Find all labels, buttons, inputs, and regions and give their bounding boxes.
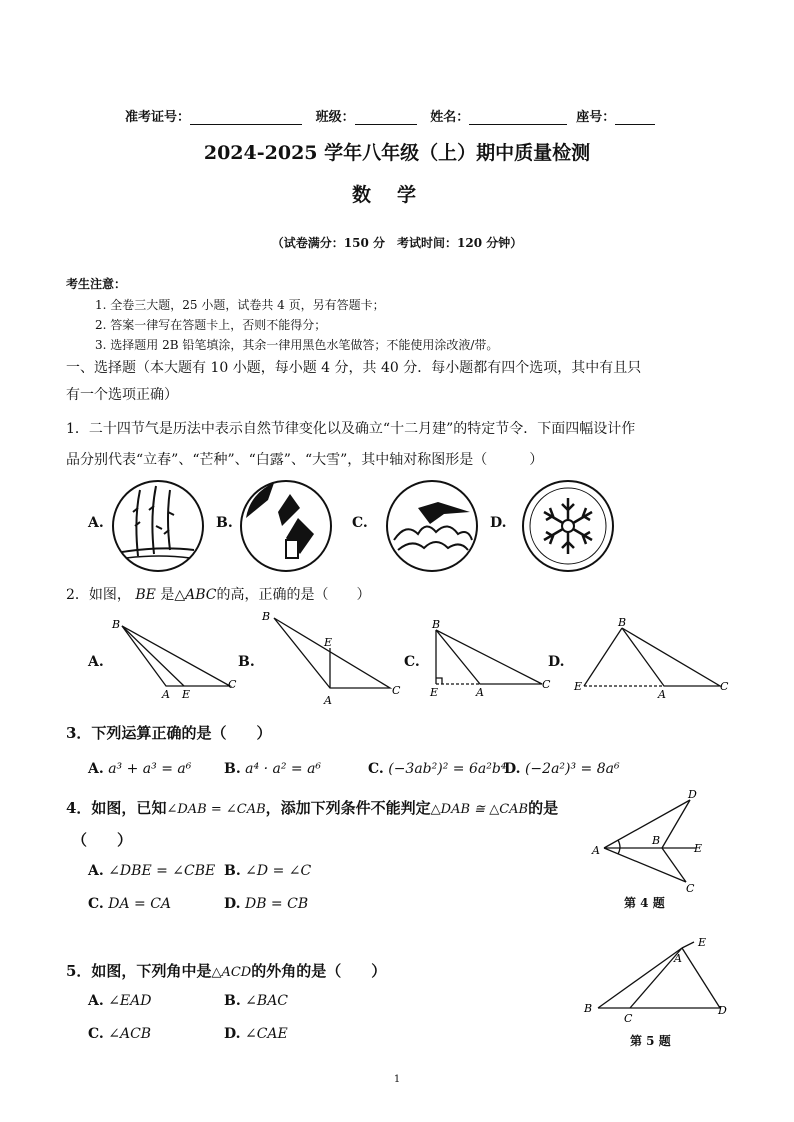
q2a-label-e: E <box>182 688 191 700</box>
q3-option-d-expr: (−2a²)³ = 8a⁶ <box>524 761 620 777</box>
q4-option-d[interactable] <box>224 896 308 912</box>
class-label: 班级： <box>315 110 355 125</box>
subject-title: 数学 <box>351 184 442 206</box>
q5-option-d[interactable] <box>224 1026 288 1042</box>
q2-option-d-label[interactable]: D. <box>548 654 565 670</box>
q3-option-a[interactable] <box>88 761 191 777</box>
q4-congruence: △DAB ≅ △CAB <box>430 802 529 817</box>
q4-label-c: C <box>686 882 695 894</box>
q3-option-a-expr: a³ + a³ = a⁶ <box>108 761 192 777</box>
q3-option-b-label: B. <box>224 761 241 777</box>
q5-option-c[interactable] <box>88 1026 151 1042</box>
q5-option-c-expr: ∠ACB <box>108 1026 152 1042</box>
q3-option-b[interactable] <box>224 761 321 777</box>
q2-option-a-label[interactable]: A. <box>88 654 104 670</box>
q2-option-b-label[interactable]: B. <box>238 654 255 670</box>
q5-label-a: A <box>674 952 682 965</box>
q2-figure-a <box>108 614 244 700</box>
class-blank[interactable] <box>355 112 417 125</box>
q3-option-c-expr: (−3ab²)² = 6a²b⁴ <box>388 761 507 777</box>
q4-label-e: E <box>694 842 703 855</box>
q1-option-d-label[interactable]: D. <box>490 515 507 531</box>
q2d-label-e: E <box>574 680 583 693</box>
q5-suffix: 的外角的是（ ） <box>251 962 387 980</box>
q2-triangle: △ABC <box>174 587 217 603</box>
q5-option-b-expr: ∠BAC <box>245 993 289 1009</box>
exam-id-blank[interactable] <box>190 112 302 125</box>
score-info: （试卷满分：150 分 考试时间：120 分钟） <box>271 236 523 250</box>
seat-label: 座号： <box>576 110 616 125</box>
q4-option-a-expr: ∠DBE = ∠CBE <box>108 863 216 879</box>
q5-option-a-label: A. <box>88 993 104 1009</box>
q4-condition: ∠DAB = ∠CAB <box>166 802 266 817</box>
q4-suffix: 的是 <box>528 799 559 817</box>
q1-option-b-label[interactable]: B. <box>216 515 233 531</box>
q2-prefix: 2．如图， <box>66 587 131 603</box>
q3-stem: 3．下列运算正确的是（ ） <box>66 724 272 742</box>
q4-caption: 第 4 题 <box>624 896 665 910</box>
q3-option-d[interactable] <box>504 761 620 777</box>
q3-option-c-label: C. <box>368 761 384 777</box>
q5-option-b[interactable] <box>224 993 288 1009</box>
q4-prefix: 4．如图，已知 <box>66 799 167 817</box>
q4-option-c-expr: DA = CA <box>108 896 172 912</box>
mangzhong-figure <box>238 478 334 574</box>
section1-line2: 有一个选项正确） <box>66 387 178 403</box>
q2b-label-b: B <box>262 610 271 623</box>
q5-stem <box>66 960 386 981</box>
q2-stem <box>66 584 370 604</box>
notice-heading: 考生注意： <box>66 277 127 291</box>
q3-option-b-expr: a⁴ · a² = a⁶ <box>245 761 322 777</box>
q4-option-c[interactable] <box>88 896 171 912</box>
q4-option-b-expr: ∠D = ∠C <box>245 863 312 879</box>
q2d-label-b: B <box>618 616 627 629</box>
q1-line1: 1．二十四节气是历法中表示自然节律变化以及确立“十二月建”的特定节令．下面四幅设计作 <box>66 421 636 437</box>
bailu-figure <box>384 478 480 574</box>
q4-mid: ，添加下列条件不能判定 <box>265 799 431 817</box>
q2b-label-c: C <box>392 684 401 697</box>
q5-label-e: E <box>698 938 707 949</box>
q2-figure-c <box>424 620 556 700</box>
q5-label-b: B <box>584 1002 593 1015</box>
q2c-label-c: C <box>542 678 551 691</box>
exam-id-label: 准考证号： <box>125 110 191 125</box>
notice-item-2: 2. 答案一律写在答题卡上，否则不能得分； <box>95 318 327 332</box>
daxue-figure <box>520 478 616 574</box>
q4-option-d-expr: DB = CB <box>244 896 309 912</box>
exam-title: 2024-2025 学年八年级（上）期中质量检测 <box>203 142 591 164</box>
name-blank[interactable] <box>469 112 567 125</box>
q2d-label-c: C <box>720 680 729 693</box>
q4-option-d-label: D. <box>224 896 241 912</box>
q4-label-d: D <box>688 788 697 801</box>
q2c-label-b: B <box>432 620 441 631</box>
q2-option-c-label[interactable]: C. <box>404 654 420 670</box>
q2-be: BE <box>135 587 156 603</box>
student-info-line <box>125 106 655 125</box>
q4-option-c-label: C. <box>88 896 104 912</box>
notice-item-3: 3. 选择题用 2B 铅笔填涂，其余一律用黑色水笔做答；不能使用涂改液/带。 <box>95 338 499 352</box>
notice-item-1: 1. 全卷三大题，25 小题，试卷共 4 页，另有答题卡； <box>95 298 385 312</box>
lichun-figure <box>110 478 206 574</box>
q5-label-d: D <box>718 1004 727 1017</box>
q5-option-a-expr: ∠EAD <box>108 993 152 1009</box>
q2-suffix: 的高，正确的是（ ） <box>216 587 371 603</box>
name-label: 姓名： <box>430 110 470 125</box>
q4-stem <box>66 797 558 818</box>
q2b-label-a: A <box>324 694 332 706</box>
q2c-label-a: A <box>476 686 484 699</box>
q4-label-a: A <box>592 844 600 857</box>
q2a-label-a: A <box>162 688 170 700</box>
q5-figure <box>578 938 738 1024</box>
q2b-label-e: E <box>324 636 333 649</box>
q1-option-a-label[interactable]: A. <box>88 515 104 531</box>
seat-blank[interactable] <box>615 112 655 125</box>
q5-option-b-label: B. <box>224 993 241 1009</box>
q5-label-c: C <box>624 1012 633 1024</box>
q2-figure-b <box>258 608 408 706</box>
q4-label-b: B <box>652 834 661 847</box>
q4-option-b[interactable] <box>224 863 311 879</box>
q5-option-c-label: C. <box>88 1026 104 1042</box>
q5-triangle: △ACD <box>211 965 252 980</box>
q1-option-c-label[interactable]: C. <box>352 515 368 531</box>
q3-option-d-label: D. <box>504 761 521 777</box>
q3-option-a-label: A. <box>88 761 104 777</box>
q4-option-a-label: A. <box>88 863 104 879</box>
q3-option-c[interactable] <box>368 761 506 777</box>
q5-caption: 第 5 题 <box>630 1034 671 1048</box>
q2-figure-d <box>572 616 732 704</box>
q5-option-a[interactable] <box>88 993 152 1009</box>
q2d-label-a: A <box>658 688 666 701</box>
q2c-label-e: E <box>430 686 439 699</box>
section1-line1: 一、选择题（本大题有 10 小题，每小题 4 分，共 40 分．每小题都有四个选项，其中有且只 <box>66 360 642 376</box>
q4-option-b-label: B. <box>224 863 241 879</box>
q4-paren: （ ） <box>72 831 133 849</box>
q5-prefix: 5．如图，下列角中是 <box>66 962 212 980</box>
q4-figure <box>588 786 718 894</box>
page-number: 1 <box>393 1074 401 1085</box>
q4-option-a[interactable] <box>88 863 215 879</box>
q2a-label-b: B <box>112 618 121 631</box>
q5-option-d-expr: ∠CAE <box>244 1026 288 1042</box>
q2a-label-c: C <box>228 678 237 691</box>
q1-line2: 品分别代表“立春”、“芒种”、“白露”、“大雪”，其中轴对称图形是（ ） <box>66 452 544 468</box>
q2-mid: 是 <box>160 587 175 603</box>
q5-option-d-label: D. <box>224 1026 241 1042</box>
